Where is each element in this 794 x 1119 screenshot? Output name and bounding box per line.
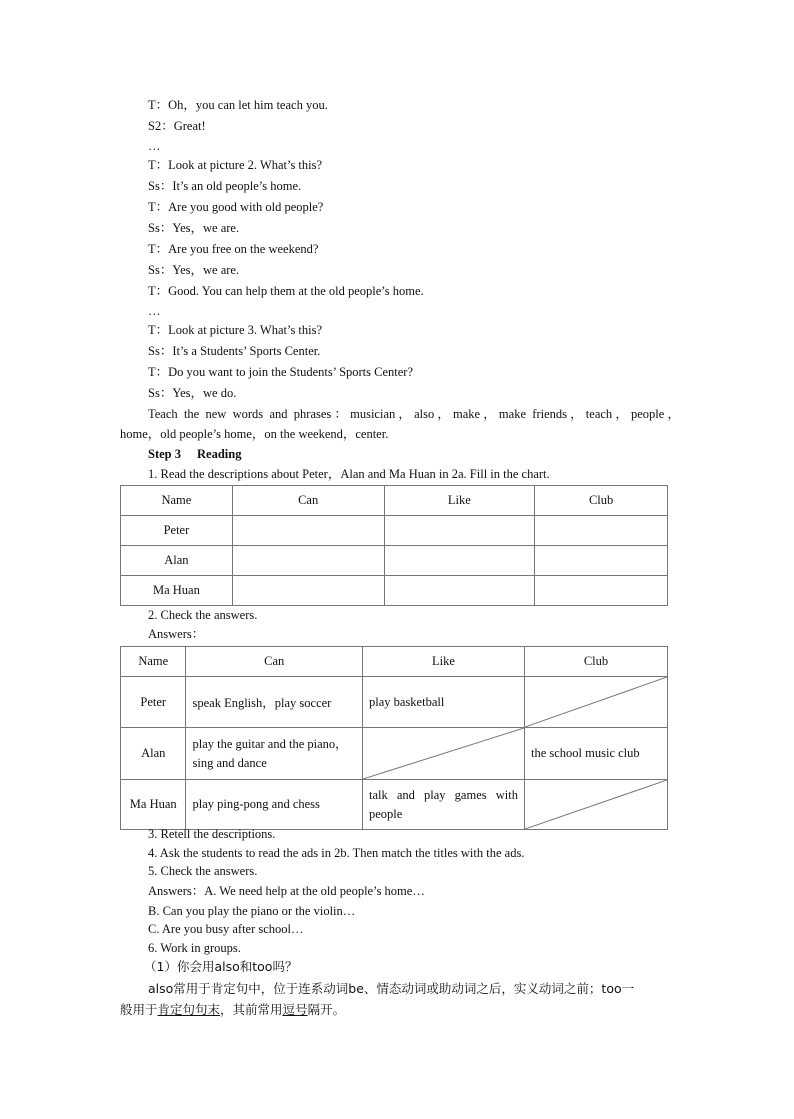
instruction-line: 5. Check the answers. [148, 864, 258, 878]
dialogue-line: Ss：Yes，we are. [148, 263, 240, 277]
dialogue-line: T：Look at picture 3. What’s this? [148, 323, 323, 337]
answer-line: Answers：A. We need help at the old people’s home… [148, 884, 425, 898]
dialogue-line: Ss：It’s an old people’s home. [148, 179, 302, 193]
instruction-line: 2. Check the answers. [148, 608, 258, 622]
header-club: Club [524, 647, 667, 677]
header-like: Like [384, 486, 535, 516]
like-cell: play basketball [362, 677, 524, 728]
step-title: Reading [197, 447, 242, 461]
diagonal-line [363, 728, 524, 779]
note-text: 隔开。 [307, 1002, 346, 1017]
header-name: Name [121, 486, 233, 516]
like-cell [362, 780, 524, 830]
blank-cell[interactable] [232, 516, 384, 546]
teach-words-line [148, 406, 680, 422]
grammar-question: （1）你会用also和too吗？ [144, 959, 298, 974]
club-cell-diagonal [524, 677, 667, 728]
club-cell-diagonal [524, 780, 667, 830]
answers-label: Answers： [148, 627, 205, 641]
dialogue-line: T：Good. You can help them at the old people’s home. [148, 284, 424, 298]
teach-words-text: Teach the new words and phrases：musician，also，make，make friends，teach，people， [148, 407, 680, 421]
club-cell: the school music club [524, 728, 667, 780]
blank-cell[interactable] [384, 516, 535, 546]
blank-cell[interactable] [232, 546, 384, 576]
dialogue-line: Ss：Yes，we are. [148, 221, 240, 235]
diagonal-line [525, 780, 667, 829]
instruction-line: 1. Read the descriptions about Peter，Alan and Ma Huan in 2a. Fill in the chart. [148, 467, 550, 481]
row-name: Peter [121, 516, 233, 546]
dialogue-line: Ss：It’s a Students’ Sports Center. [148, 344, 321, 358]
dialogue-line: T：Oh，you can let him teach you. [148, 98, 328, 112]
instruction-line: 4. Ask the students to read the ads in 2b. Then match the titles with the ads. [148, 846, 525, 860]
instruction-line: 6. Work in groups. [148, 941, 241, 955]
answer-line: C. Are you busy after school… [148, 922, 304, 936]
header-club: Club [535, 486, 668, 516]
can-cell [186, 728, 363, 780]
header-like: Like [362, 647, 524, 677]
can-line: sing and dance [192, 755, 267, 770]
blank-cell[interactable] [535, 546, 668, 576]
diagonal-line [525, 677, 667, 727]
row-name: Ma Huan [121, 576, 233, 606]
dialogue-ellipsis: … [148, 304, 161, 318]
dialogue-line: Ss：Yes，we do. [148, 386, 237, 400]
header-can: Can [232, 486, 384, 516]
note-text: ，其前常用 [220, 1002, 283, 1017]
like-cell-diagonal [362, 728, 524, 780]
dialogue-line: T：Are you good with old people? [148, 200, 324, 214]
instruction-line: 3. Retell the descriptions. [148, 827, 276, 841]
blank-cell[interactable] [384, 576, 535, 606]
fill-in-chart [120, 485, 668, 606]
row-name: Alan [121, 546, 233, 576]
note-underlined: 肯定句句末 [157, 1002, 221, 1017]
step-label: Step 3 [148, 447, 181, 461]
like-line: talk and play games with [368, 787, 518, 802]
dialogue-line: T：Look at picture 2. What’s this? [148, 158, 323, 172]
grammar-note-line: also常用于肯定句中，位于连系动词be、情态动词或助动词之后，实义动词之前；too一 [148, 981, 635, 996]
can-cell: speak English，play soccer [186, 677, 363, 728]
header-can: Can [186, 647, 363, 677]
like-line: people [368, 806, 403, 821]
step-heading [148, 446, 241, 462]
dialogue-line: T：Are you free on the weekend? [148, 242, 319, 256]
teach-words-line: home，old people’s home，on the weekend，center. [120, 427, 389, 441]
row-name: Peter [121, 677, 186, 728]
blank-cell[interactable] [535, 576, 668, 606]
row-name: Alan [121, 728, 186, 780]
answers-chart [120, 646, 668, 830]
dialogue-ellipsis: … [148, 139, 161, 153]
row-name: Ma Huan [121, 780, 186, 830]
grammar-note-line [120, 1002, 345, 1018]
note-text: 般用于 [120, 1002, 158, 1017]
blank-cell[interactable] [535, 516, 668, 546]
dialogue-line: S2：Great! [148, 119, 206, 133]
blank-cell[interactable] [384, 546, 535, 576]
dialogue-line: T：Do you want to join the Students’ Sports Center? [148, 365, 414, 379]
can-cell: play ping-pong and chess [186, 780, 363, 830]
can-line: play the guitar and the piano， [192, 736, 348, 751]
blank-cell[interactable] [232, 576, 384, 606]
header-name: Name [121, 647, 186, 677]
answer-line: B. Can you play the piano or the violin… [148, 904, 356, 918]
note-underlined: 逗号 [282, 1002, 308, 1017]
